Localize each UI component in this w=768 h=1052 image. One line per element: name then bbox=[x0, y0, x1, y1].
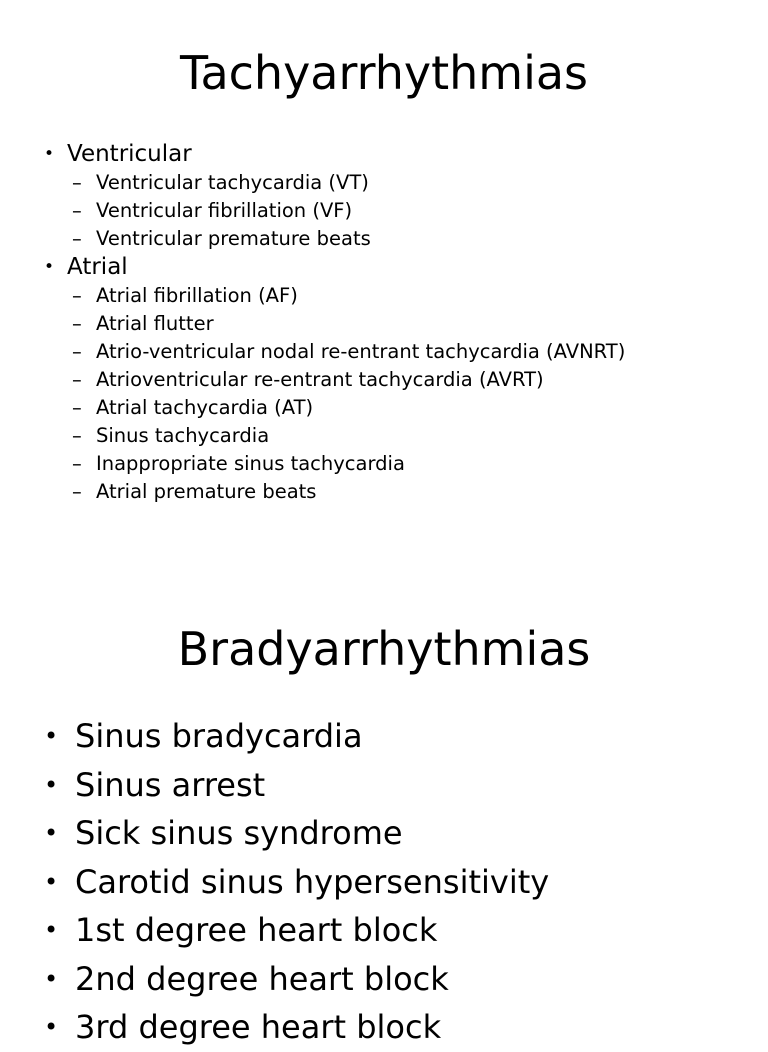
list-item: – Atrial premature beats bbox=[72, 478, 625, 506]
dash-icon: – bbox=[72, 340, 82, 363]
category-label: Ventricular bbox=[67, 141, 192, 167]
dash-icon: – bbox=[72, 171, 82, 194]
list-item: – Ventricular fibrillation (VF) bbox=[72, 197, 625, 225]
list-item: • Carotid sinus hypersensitivity bbox=[44, 858, 549, 907]
list-item: – Inappropriate sinus tachycardia bbox=[72, 450, 625, 478]
bullet-icon: • bbox=[44, 144, 55, 164]
dash-icon: – bbox=[72, 368, 82, 391]
list-item: • Sick sinus syndrome bbox=[44, 809, 549, 858]
list-item: – Atrial fibrillation (AF) bbox=[72, 282, 625, 310]
bullet-icon: • bbox=[44, 770, 59, 799]
bullet-icon: • bbox=[44, 819, 59, 847]
list-item: – Sinus tachycardia bbox=[72, 422, 625, 450]
list-item: • 1st degree heart block bbox=[44, 906, 549, 955]
list-item: • Sinus bradycardia bbox=[44, 712, 549, 761]
bullet-icon: • bbox=[44, 867, 59, 896]
bullet-icon: • bbox=[44, 964, 59, 993]
list-item: – Ventricular premature beats bbox=[72, 225, 625, 253]
list-item: • 2nd degree heart block bbox=[44, 955, 549, 1004]
list-item: – Atrioventricular re-entrant tachycardia (AVRT) bbox=[72, 366, 625, 394]
category-ventricular bbox=[44, 140, 625, 253]
category-label: Atrial bbox=[67, 254, 128, 280]
list-item: – Ventricular tachycardia (VT) bbox=[72, 169, 625, 197]
dash-icon: – bbox=[72, 199, 82, 222]
bullet-icon: • bbox=[44, 916, 59, 944]
category-atrial bbox=[44, 253, 625, 506]
bullet-icon: • bbox=[44, 1013, 59, 1041]
dash-icon: – bbox=[72, 424, 82, 447]
slide-title: Tachyarrhythmias bbox=[179, 46, 589, 100]
list-item: – Atrio-ventricular nodal re-entrant tachycardia (AVNRT) bbox=[72, 338, 625, 366]
list-item: • 3rd degree heart block bbox=[44, 1003, 549, 1052]
slide-bradyarrhythmias bbox=[0, 576, 768, 1046]
sub-list bbox=[67, 169, 625, 253]
dash-icon: – bbox=[72, 396, 82, 419]
slide-title: Bradyarrhythmias bbox=[177, 622, 591, 676]
tachy-category-list bbox=[44, 140, 625, 506]
dash-icon: – bbox=[72, 480, 82, 503]
list-item: • Sinus arrest bbox=[44, 761, 549, 810]
dash-icon: – bbox=[72, 452, 82, 475]
dash-icon: – bbox=[72, 312, 82, 335]
list-item: – Atrial tachycardia (AT) bbox=[72, 394, 625, 422]
bullet-icon: • bbox=[44, 722, 59, 750]
sub-list bbox=[67, 282, 625, 506]
brady-list bbox=[44, 712, 549, 1052]
dash-icon: – bbox=[72, 227, 82, 250]
bullet-icon: • bbox=[44, 257, 55, 277]
dash-icon: – bbox=[72, 284, 82, 307]
list-item: – Atrial flutter bbox=[72, 310, 625, 338]
